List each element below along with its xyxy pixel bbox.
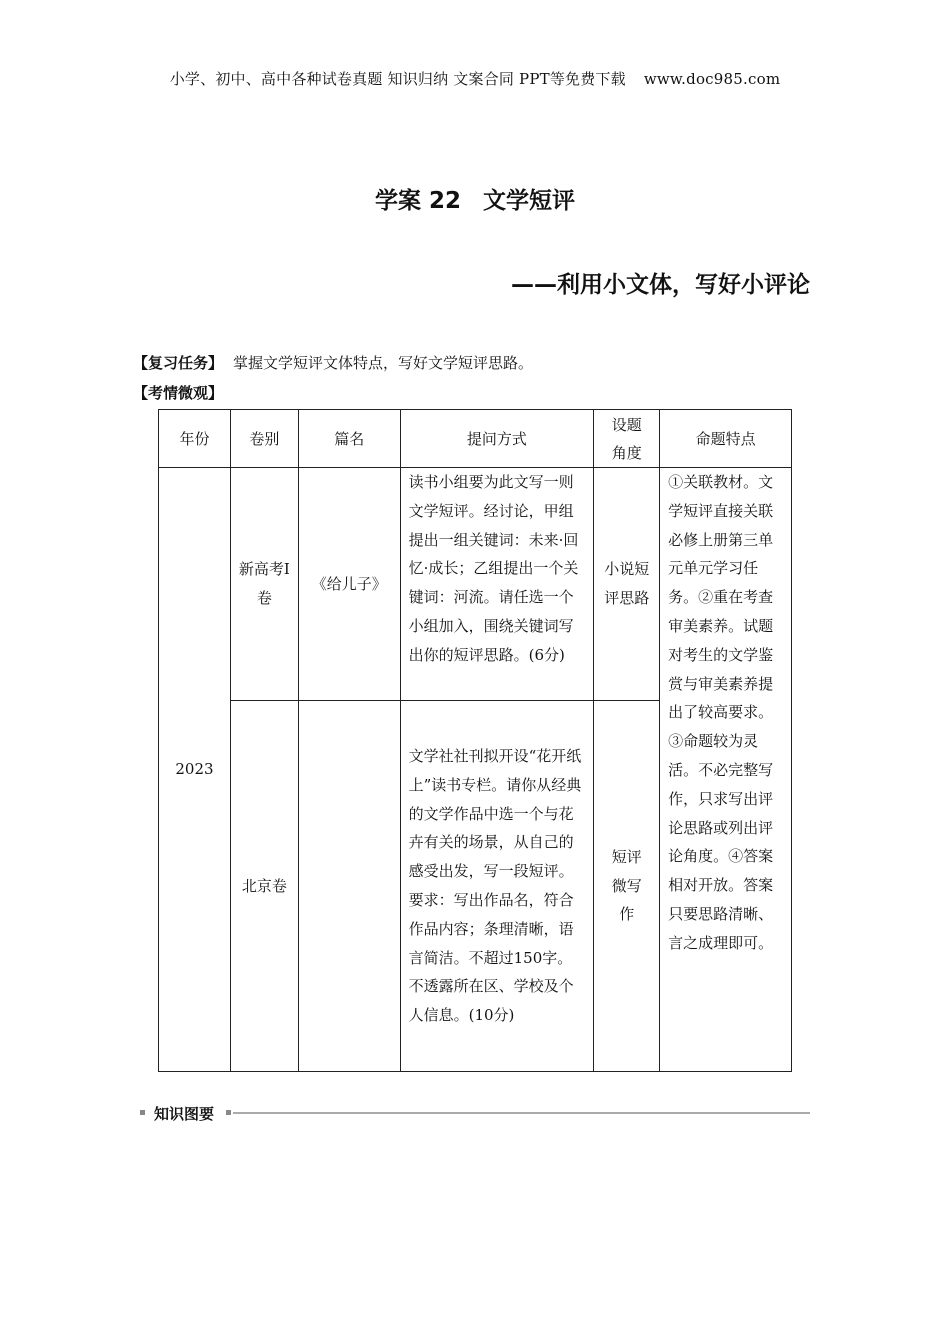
angle-cell: 小说短评思路 xyxy=(594,468,660,701)
header-angle xyxy=(594,410,660,468)
header-features: 命题特点 xyxy=(660,410,792,468)
survey-label: 【考情微观】 xyxy=(133,384,224,402)
table-header-row xyxy=(159,410,792,468)
table-row xyxy=(159,468,792,701)
square-bullet-icon xyxy=(226,1110,231,1115)
features-cell: ①关联教材。文学短评直接关联必修上册第三单元单元学习任务。②重在考查审美素养。试题对考生的文学鉴赏与审美素养提出了较高要求。③命题较为灵活。不必完整写作，只求写出评论思路或列出评论角度。④答案相对开放。答案只要思路清晰、言之成理即可。 xyxy=(660,468,792,1072)
review-task-label: 【复习任务】 xyxy=(133,354,224,372)
header-year: 年份 xyxy=(159,410,231,468)
section-divider xyxy=(233,1112,810,1114)
question-cell: 文学社社刊拟开设“花开纸上”读书专栏。请你从经典的文学作品中选一个与花卉有关的场景，从自己的感受出发，写一段短评。要求：写出作品名，符合作品内容；条理清晰，语言简洁。不超过150字。不透露所在区、学校及个人信息。(10分) xyxy=(400,701,594,1072)
header-title: 篇名 xyxy=(298,410,400,468)
header-angle-text: 设题角度 xyxy=(611,415,642,462)
title-lesson-number: 学案 22 xyxy=(374,188,461,214)
section-title: 知识图要 xyxy=(154,1105,215,1123)
header-question: 提问方式 xyxy=(400,410,594,468)
question-cell: 读书小组要为此文写一则文学短评。经讨论，甲组提出一组关键词：未来·回忆·成长；乙组提出一个关键词：河流。请任选一个小组加入，围绕关键词写出你的短评思路。(6分) xyxy=(400,468,594,701)
page-title xyxy=(0,182,950,215)
title-cell: 《给儿子》 xyxy=(298,468,400,701)
header-website[interactable]: www.doc985.com xyxy=(643,70,781,88)
exam-table xyxy=(158,409,792,1072)
paper-cell: 北京卷 xyxy=(230,701,298,1072)
section-knowledge-map xyxy=(140,1103,810,1125)
paper-cell: 新高考Ⅰ卷 xyxy=(230,468,298,701)
review-task xyxy=(133,352,533,373)
header-left-text: 小学、初中、高中各种试卷真题 知识归纳 文案合同 PPT等免费下载 xyxy=(169,70,626,88)
year-cell: 2023 xyxy=(159,468,231,1072)
review-task-text: 掌握文学短评文体特点，写好文学短评思路。 xyxy=(233,354,534,372)
title-topic: 文学短评 xyxy=(483,188,575,214)
page-header xyxy=(0,68,950,89)
header-paper: 卷别 xyxy=(230,410,298,468)
square-bullet-icon xyxy=(140,1110,145,1115)
page-subtitle: ——利用小文体，写好小评论 xyxy=(511,272,810,298)
title-cell xyxy=(298,701,400,1072)
angle-cell: 短评微写作 xyxy=(594,701,660,1072)
